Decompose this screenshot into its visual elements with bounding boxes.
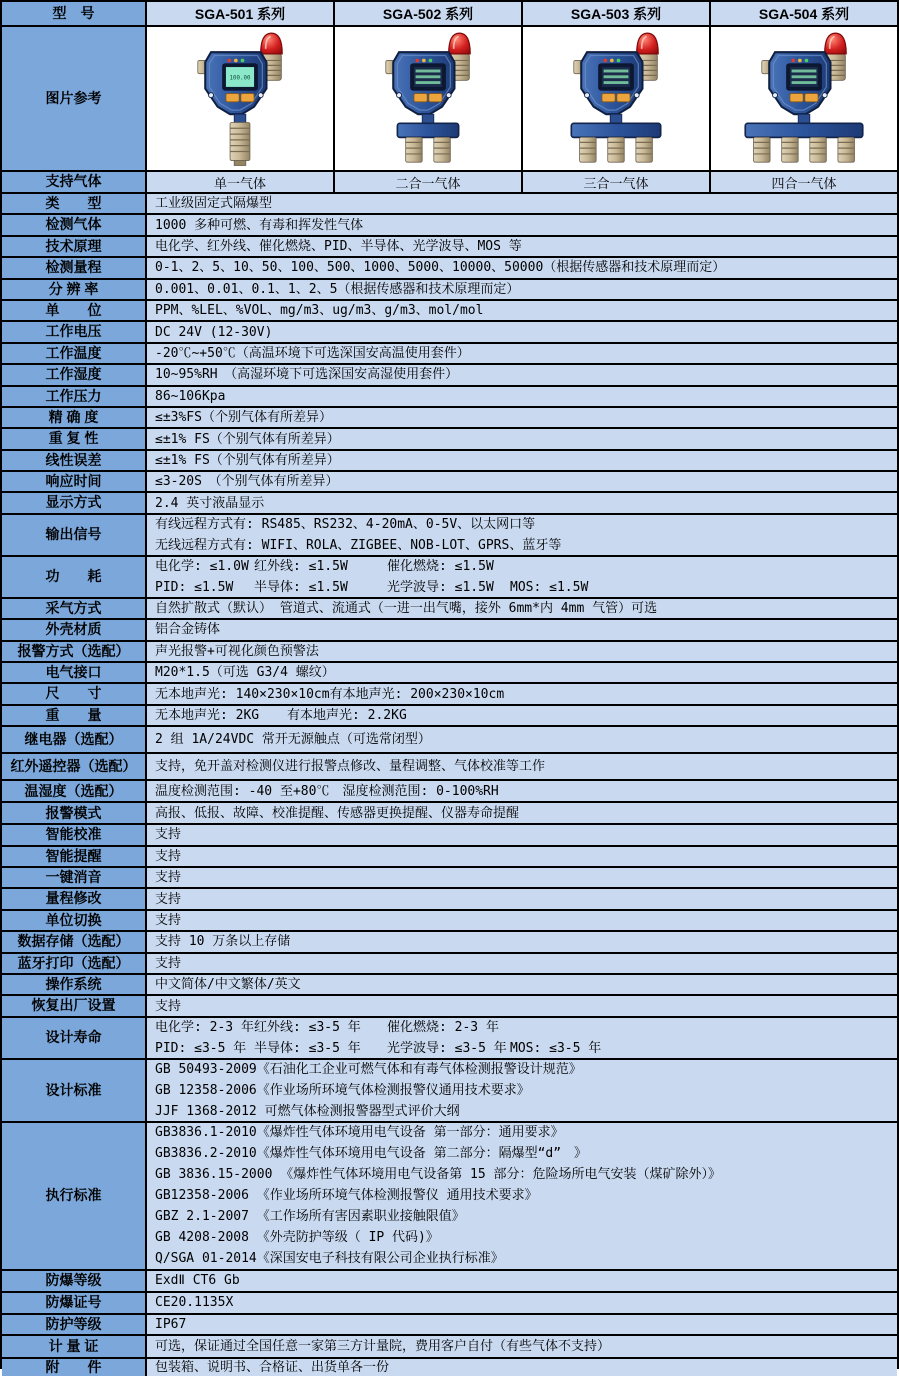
- spec-value-segment-line: [155, 1038, 889, 1058]
- spec-row-label: 防爆证号: [2, 1293, 147, 1313]
- spec-row-value: [147, 493, 897, 512]
- spec-row-value: [147, 825, 897, 844]
- spec-row-value: [147, 1018, 897, 1058]
- spec-value-text: ExdⅡ CT6 Gb: [155, 1273, 240, 1289]
- spec-row: [2, 640, 897, 661]
- spec-row: [2, 779, 897, 801]
- gas-type-4in1: 四合一气体: [709, 172, 897, 192]
- spec-value-text: ≤±3%FS（个别气体有所差异）: [155, 410, 332, 426]
- spec-row-value: [147, 472, 897, 491]
- spec-row: [2, 213, 897, 234]
- spec-row-value: [147, 429, 897, 448]
- spec-value-line: 有线远程方式有: RS485、RS232、4-20mA、0-5V、以太网口等: [155, 516, 536, 532]
- spec-value-text: 支持: [155, 912, 182, 928]
- spec-value-line: JJF 1368-2012 可燃气体检测报警器型式评价大纲: [155, 1103, 460, 1119]
- spec-value-text: ≤3-20S （个别气体有所差异）: [155, 474, 339, 490]
- spec-row: [2, 513, 897, 555]
- spec-row: [2, 235, 897, 256]
- spec-value-segment: 红外线: ≤3-5 年: [254, 1019, 361, 1035]
- spec-row-value: [147, 237, 897, 256]
- spec-row-label: 操作系统: [2, 975, 147, 994]
- spec-value-segment: 电化学: ≤1.0W: [155, 558, 249, 574]
- spec-value-text: 自然扩散式（默认） 管道式、流通式（一进一出气嘴，接外 6mm*内 4mm 气管）可选: [155, 601, 658, 617]
- spec-value-text: 电化学、红外线、催化燃烧、PID、半导体、光学波导、MOS 等: [155, 238, 522, 254]
- spec-value-text: 2 组 1A/24VDC 常开无源触点（可选常闭型）: [155, 732, 431, 748]
- model-name-sga-502: SGA-502 系列: [333, 2, 521, 25]
- spec-value-segment-line: [155, 577, 889, 597]
- model-row-label: 型 号: [2, 2, 147, 25]
- spec-row-label: 恢复出厂设置: [2, 996, 147, 1015]
- spec-row-label: 线性误差: [2, 451, 147, 470]
- spec-value-text: 支持: [155, 955, 182, 971]
- spec-row: [2, 1058, 897, 1121]
- spec-value-text: 支持: [155, 848, 182, 864]
- spec-row-value: [147, 1359, 897, 1376]
- spec-value-text: PPM、%LEL、%VOL、mg/m3、ug/m3、g/m3、mol/mol: [155, 303, 484, 319]
- spec-row: [2, 909, 897, 930]
- spec-value-text: CE20.1135X: [155, 1295, 234, 1311]
- spec-value-text: 0-1、2、5、10、50、100、500、1000、5000、10000、50000（根据传感器和技术原理而定）: [155, 260, 726, 276]
- spec-row-value: [147, 889, 897, 908]
- spec-row-label: 执行标准: [2, 1123, 147, 1269]
- spec-row-label: 采气方式: [2, 599, 147, 618]
- spec-row-value: [147, 365, 897, 384]
- spec-value-text: 支持: [155, 998, 182, 1014]
- spec-value-text: 铝合金铸体: [155, 622, 221, 638]
- spec-value-text: 2.4 英寸液晶显示: [155, 495, 265, 511]
- spec-row-label: 检测气体: [2, 215, 147, 234]
- gas-detector-illustration: [349, 29, 507, 168]
- spec-row: [2, 320, 897, 341]
- spec-value-line: GB 3836.15-2000 《爆炸性气体环境用电气设备第 15 部分：危险场所电气安装（煤矿除外）》: [155, 1167, 722, 1183]
- spec-value-segment: 光学波导: ≤1.5W: [387, 579, 494, 595]
- spec-row-label: 报警模式: [2, 803, 147, 823]
- spec-row: [2, 704, 897, 725]
- spec-value-text: -20℃~+50℃（高温环境下可选深国安高温使用套件）: [155, 345, 470, 361]
- spec-row-label: 检测量程: [2, 258, 147, 277]
- spec-row: [2, 192, 897, 213]
- spec-row-value: [147, 996, 897, 1015]
- spec-value-line: 无线远程方式有: WIFI、ROLA、ZIGBEE、NOB-LOT、GPRS、蓝牙等: [155, 537, 562, 553]
- spec-row-label: 蓝牙打印（选配）: [2, 954, 147, 973]
- spec-value-text: ≤±1% FS（个别气体有所差异）: [155, 431, 340, 447]
- spec-value-text: M20*1.5（可选 G3/4 螺纹）: [155, 665, 335, 681]
- spec-row: [2, 385, 897, 406]
- spec-row: [2, 973, 897, 994]
- spec-row-label: 设计标准: [2, 1060, 147, 1121]
- spec-row-value: [147, 1271, 897, 1291]
- spec-row-label: 红外遥控器（选配）: [2, 754, 147, 779]
- spec-value-text: 包装箱、说明书、合格证、出货单各一份: [155, 1359, 390, 1375]
- spec-row-label: 计 量 证: [2, 1336, 147, 1357]
- spec-row-value: [147, 280, 897, 299]
- gas-type-2in1: 二合一气体: [333, 172, 521, 192]
- spec-row: [2, 342, 897, 363]
- detector-image-sga-503: [521, 27, 709, 170]
- spec-value-text: 可选，保证通过全国任意一家第三方计量院，费用客户自付（有些气体不支持）: [155, 1338, 611, 1354]
- spec-value-text: DC 24V (12-30V): [155, 324, 273, 340]
- spec-row-label: 智能校准: [2, 825, 147, 844]
- model-name-sga-501: SGA-501 系列: [147, 2, 333, 25]
- spec-row-value: [147, 451, 897, 470]
- spec-value-segment: MOS: ≤3-5 年: [510, 1040, 602, 1056]
- spec-value-text: 中文简体/中文繁体/英文: [155, 977, 301, 993]
- spec-value-text: 10~95%RH （高湿环境下可选深国安高湿使用套件）: [155, 367, 459, 383]
- spec-value-segment-line: [155, 557, 889, 577]
- spec-value-line: GB3836.1-2010《爆炸性气体环境用电气设备 第一部分：通用要求》: [155, 1125, 564, 1141]
- spec-row-value: [147, 706, 897, 725]
- spec-row-value: [147, 1123, 897, 1269]
- spec-value-segment: 有本地声光: 200×230×10cm: [329, 686, 505, 702]
- spec-row-label: 工作压力: [2, 387, 147, 406]
- spec-value-segment: 催化燃烧: ≤1.5W: [387, 558, 494, 574]
- spec-row-label: 功 耗: [2, 557, 147, 597]
- spec-value-line: GB 4208-2008 《外壳防护等级（ IP 代码)》: [155, 1230, 439, 1246]
- spec-row: [2, 555, 897, 597]
- spec-value-text: 0.001、0.01、0.1、1、2、5（根据传感器和技术原理而定）: [155, 281, 520, 297]
- spec-value-segment: 光学波导: ≤3-5 年: [387, 1040, 507, 1056]
- spec-value-line: Q/SGA 01-2014《深国安电子科技有限公司企业执行标准》: [155, 1251, 504, 1267]
- spec-value-segment: 无本地声光: 2KG: [155, 708, 260, 724]
- spec-row: [2, 1121, 897, 1269]
- spec-row: [2, 470, 897, 491]
- spec-value-segment: 半导体: ≤1.5W: [254, 579, 348, 595]
- spec-row-value: [147, 932, 897, 951]
- spec-value-text: 支持: [155, 891, 182, 907]
- gas-detector-illustration: [537, 29, 695, 168]
- spec-row-label: 类 型: [2, 194, 147, 213]
- spec-value-line: GBZ 2.1-2007 《工作场所有害因素职业接触限值》: [155, 1209, 465, 1225]
- model-header-row: [2, 2, 897, 25]
- spec-row: [2, 406, 897, 427]
- spec-row: [2, 994, 897, 1015]
- spec-value-segment: 电化学: 2-3 年: [155, 1019, 254, 1035]
- spec-row-value: [147, 1060, 897, 1121]
- spec-row-value: [147, 954, 897, 973]
- gas-detector-illustration: [725, 29, 883, 168]
- spec-value-text: ≤±1% FS（个别气体有所差异）: [155, 452, 340, 468]
- spec-row-label: 尺 寸: [2, 684, 147, 703]
- spec-row: [2, 1313, 897, 1334]
- spec-row: [2, 845, 897, 866]
- spec-row-label: 电气接口: [2, 663, 147, 682]
- spec-row-label: 精 确 度: [2, 408, 147, 427]
- spec-row-label: 重 复 性: [2, 429, 147, 448]
- spec-value-segment-line: [155, 684, 889, 703]
- spec-value-text: 支持 10 万条以上存储: [155, 934, 291, 950]
- spec-row-value: [147, 975, 897, 994]
- spec-row-label: 防护等级: [2, 1315, 147, 1334]
- spec-row-label: 单 位: [2, 301, 147, 320]
- gas-row-label: 支持气体: [2, 172, 147, 192]
- spec-row-label: 外壳材质: [2, 620, 147, 639]
- gas-row: [2, 170, 897, 192]
- spec-value-text: 支持: [155, 827, 182, 843]
- spec-row-value: [147, 642, 897, 661]
- spec-row-value: [147, 557, 897, 597]
- spec-row-label: 量程修改: [2, 889, 147, 908]
- model-name-sga-504: SGA-504 系列: [709, 2, 897, 25]
- spec-row: [2, 887, 897, 908]
- spec-row-value: [147, 868, 897, 887]
- spec-row: [2, 725, 897, 752]
- image-row-label: 图片参考: [2, 27, 147, 170]
- gas-type-3in1: 三合一气体: [521, 172, 709, 192]
- spec-value-line: GB 12358-2006《作业场所环境气体检测报警仪通用技术要求》: [155, 1082, 530, 1098]
- spec-value-text: 工业级固定式隔爆型: [155, 196, 273, 212]
- spec-row: [2, 952, 897, 973]
- spec-row: [2, 363, 897, 384]
- spec-row-value: [147, 599, 897, 618]
- spec-row-label: 报警方式（选配）: [2, 642, 147, 661]
- spec-row: [2, 823, 897, 844]
- spec-value-line: GB3836.2-2010《爆炸性气体环境用电气设备 第二部分：隔爆型“d” 》: [155, 1146, 588, 1162]
- spec-row-label: 响应时间: [2, 472, 147, 491]
- spec-row: [2, 256, 897, 277]
- spec-row-label: 数据存储（选配）: [2, 932, 147, 951]
- spec-row-label: 设计寿命: [2, 1018, 147, 1058]
- spec-row-label: 防爆等级: [2, 1271, 147, 1291]
- spec-row-label: 工作温度: [2, 344, 147, 363]
- spec-row-label: 继电器（选配）: [2, 727, 147, 752]
- spec-row: [2, 1016, 897, 1058]
- detector-image-sga-501: [147, 27, 333, 170]
- spec-row-value: [147, 344, 897, 363]
- spec-row-value: [147, 684, 897, 703]
- spec-value-text: 声光报警+可视化颜色预警法: [155, 643, 319, 659]
- spec-row-value: [147, 322, 897, 341]
- spec-row: [2, 449, 897, 470]
- spec-row-label: 附 件: [2, 1359, 147, 1376]
- spec-value-segment: PID: ≤3-5 年: [155, 1040, 247, 1056]
- spec-value-line: GB12358-2006 《作业场所环境气体检测报警仪 通用技术要求》: [155, 1188, 538, 1204]
- spec-value-segment: 半导体: ≤3-5 年: [254, 1040, 361, 1056]
- spec-row-label: 显示方式: [2, 493, 147, 512]
- spec-row-value: [147, 408, 897, 427]
- spec-value-segment: 有本地声光: 2.2KG: [287, 708, 407, 724]
- spec-value-segment-line: [155, 706, 889, 725]
- spec-row: [2, 752, 897, 779]
- spec-value-segment-line: [155, 1018, 889, 1038]
- spec-row-value: [147, 847, 897, 866]
- spec-row: [2, 491, 897, 512]
- spec-row-value: [147, 387, 897, 406]
- spec-row-value: [147, 1336, 897, 1357]
- spec-row: [2, 1334, 897, 1357]
- spec-row-value: [147, 1315, 897, 1334]
- spec-value-text: 高报、低报、故障、校准提醒、传感器更换提醒、仪器寿命提醒: [155, 805, 520, 821]
- spec-value-text: 1000 多种可燃、有毒和挥发性气体: [155, 217, 364, 233]
- spec-row-label: 输出信号: [2, 515, 147, 555]
- spec-value-line: GB 50493-2009《石油化工企业可燃气体和有毒气体检测报警设计规范》: [155, 1061, 582, 1077]
- spec-row-label: 重 量: [2, 706, 147, 725]
- spec-row-value: [147, 515, 897, 555]
- spec-row-label: 技术原理: [2, 237, 147, 256]
- spec-row-value: [147, 803, 897, 823]
- svg-text:100.00: 100.00: [229, 75, 251, 82]
- spec-row-label: 单位切换: [2, 911, 147, 930]
- spec-row-label: 一键消音: [2, 868, 147, 887]
- spec-row-value: [147, 727, 897, 752]
- detector-image-cells: [147, 27, 897, 170]
- spec-value-text: 温度检测范围: -40 至+80℃ 湿度检测范围: 0-100%RH: [155, 783, 499, 799]
- image-row: [2, 25, 897, 170]
- spec-value-segment: 无本地声光: 140×230×10cm: [155, 686, 330, 702]
- spec-row: [2, 801, 897, 823]
- spec-row-value: [147, 1293, 897, 1313]
- spec-value-segment: 红外线: ≤1.5W: [254, 558, 348, 574]
- spec-row-label: 温湿度（选配）: [2, 781, 147, 801]
- spec-row: [2, 299, 897, 320]
- spec-row: [2, 1291, 897, 1313]
- spec-row: [2, 661, 897, 682]
- gas-type-single: 单一气体: [147, 172, 333, 192]
- spec-row: [2, 1357, 897, 1376]
- spec-row-label: 智能提醒: [2, 847, 147, 866]
- spec-row: [2, 930, 897, 951]
- spec-row-value: [147, 215, 897, 234]
- detector-image-sga-504: [709, 27, 897, 170]
- gas-detector-illustration: [161, 29, 319, 168]
- spec-row-value: [147, 301, 897, 320]
- spec-row: [2, 427, 897, 448]
- spec-value-text: 86~106Kpa: [155, 388, 226, 404]
- spec-row: [2, 866, 897, 887]
- spec-row-value: [147, 781, 897, 801]
- spec-row-value: [147, 620, 897, 639]
- detector-image-sga-502: [333, 27, 521, 170]
- spec-row-value: [147, 194, 897, 213]
- spec-value-text: IP67: [155, 1316, 187, 1332]
- spec-value-segment: 催化燃烧: 2-3 年: [387, 1019, 499, 1035]
- spec-row-label: 工作电压: [2, 322, 147, 341]
- spec-row: [2, 278, 897, 299]
- spec-value-segment: MOS: ≤1.5W: [510, 579, 589, 595]
- spec-row-value: [147, 663, 897, 682]
- spec-value-text: 支持: [155, 870, 182, 886]
- model-name-sga-503: SGA-503 系列: [521, 2, 709, 25]
- spec-row-label: 工作湿度: [2, 365, 147, 384]
- spec-row-value: [147, 911, 897, 930]
- spec-row-value: [147, 754, 897, 779]
- spec-row: [2, 618, 897, 639]
- spec-value-text: 支持，免开盖对检测仪进行报警点修改、量程调整、气体校准等工作: [155, 759, 546, 775]
- spec-row: [2, 682, 897, 703]
- spec-row: [2, 597, 897, 618]
- spec-value-segment: PID: ≤1.5W: [155, 579, 234, 595]
- spec-row: [2, 1269, 897, 1291]
- spec-row-label: 分 辨 率: [2, 280, 147, 299]
- spec-row-value: [147, 258, 897, 277]
